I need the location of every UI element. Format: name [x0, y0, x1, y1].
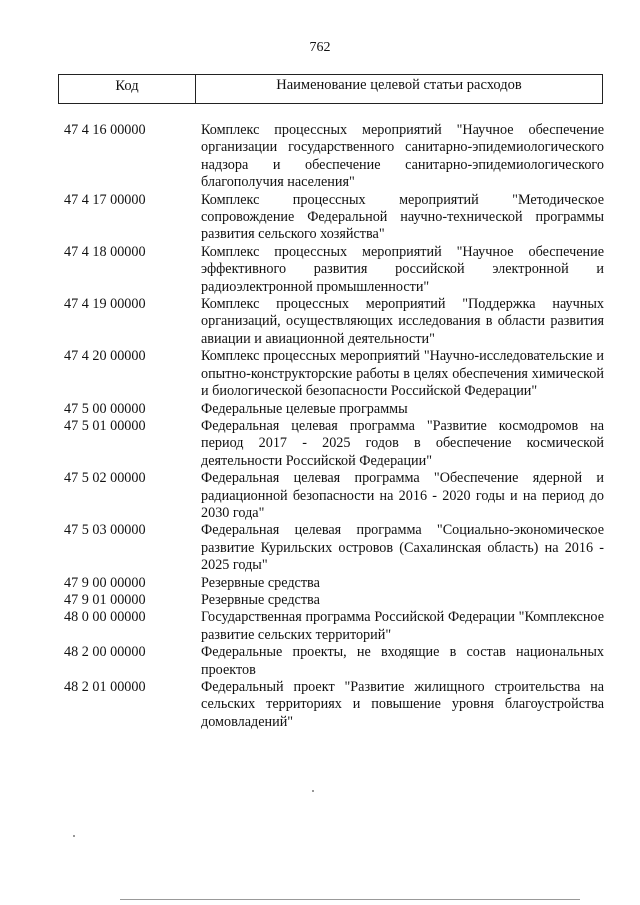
table-row — [64, 470, 604, 522]
row-code: 47 4 16 00000 — [64, 122, 146, 138]
table-row — [64, 592, 604, 609]
table-row — [64, 348, 604, 400]
row-code: 47 5 02 00000 — [64, 470, 146, 487]
row-name: Резервные средства — [201, 574, 320, 591]
row-name: Комплекс процессных мероприятий "Научное обеспечение эффективного развития российской электронной и радиоэлектронной промышленности" — [201, 243, 604, 295]
table-row — [64, 522, 604, 574]
row-name: Федеральная целевая программа "Развитие космодромов на период 2017 - 2025 годов в обеспечение космической деятельности Российской Федерации" — [201, 417, 604, 469]
row-code: 47 5 00 00000 — [64, 400, 146, 417]
row-code: 47 5 03 00000 — [64, 522, 146, 539]
row-code: 47 4 19 00000 — [64, 296, 146, 313]
row-name: Государственная программа Российской Федерации "Комплексное развитие сельских территорий" — [201, 609, 604, 643]
row-name: Комплекс процессных мероприятий "Научно-исследовательские и опытно-конструкторские работы в целях обеспечения химической и биологической безопасности Российской Федерации" — [201, 348, 604, 400]
row-name: Комплекс процессных мероприятий "Поддержка научных организаций, осуществляющих исследования в области развития авиации и авиационной деятельности" — [201, 296, 604, 347]
table-row — [64, 122, 604, 192]
scan-speck — [312, 790, 314, 792]
row-name: Федеральная целевая программа "Обеспечение ядерной и радиационной безопасности на 2016 - 2020 годы и на период до 2030 года" — [201, 470, 604, 521]
header-name-label: Наименование целевой статьи расходов — [276, 77, 522, 93]
scan-speck — [73, 835, 75, 837]
header-code-label: Код — [59, 75, 196, 103]
row-name: Федеральный проект "Развитие жилищного строительства на сельских территориях и повышение уровня благоустройства домовладений" — [201, 679, 604, 730]
row-code: 47 4 20 00000 — [64, 348, 146, 365]
page-number: 762 — [309, 40, 331, 55]
row-code: 47 5 01 00000 — [64, 417, 146, 434]
table-row — [64, 401, 604, 418]
row-name: Комплекс процессных мероприятий "Методическое сопровождение Федеральной научно-технической программы развития сельского хозяйства" — [201, 191, 604, 243]
row-name: Федеральная целевая программа "Социально-экономическое развитие Курильских островов (Сахалинская область) на 2016 - 2025 годы" — [201, 522, 604, 574]
table-header — [58, 74, 603, 104]
row-code: 48 2 01 00000 — [64, 679, 146, 695]
table-row — [64, 609, 604, 644]
table-row — [64, 296, 604, 348]
table-row — [64, 679, 604, 731]
table-row — [64, 418, 604, 470]
scan-edge-line — [120, 899, 580, 900]
row-code: 47 9 00 00000 — [64, 574, 146, 591]
row-name: Федеральные целевые программы — [201, 400, 408, 417]
table-row — [64, 192, 604, 244]
row-code: 47 4 18 00000 — [64, 243, 146, 260]
row-code: 47 4 17 00000 — [64, 191, 146, 208]
row-code: 48 0 00 00000 — [64, 609, 146, 626]
table-row — [64, 575, 604, 592]
table-row — [64, 244, 604, 296]
row-name: Федеральные проекты, не входящие в состав национальных проектов — [201, 644, 604, 678]
row-name: Резервные средства — [201, 591, 320, 608]
expense-items-list — [64, 122, 604, 731]
row-code: 48 2 00 00000 — [64, 644, 146, 661]
table-row — [64, 644, 604, 679]
row-code: 47 9 01 00000 — [64, 591, 146, 608]
row-name: Комплекс процессных мероприятий "Научное обеспечение организации государственного санитарно-эпидемиологического надзора и обеспечение санитарно-эпидемиологического благополучия населения" — [201, 122, 604, 191]
